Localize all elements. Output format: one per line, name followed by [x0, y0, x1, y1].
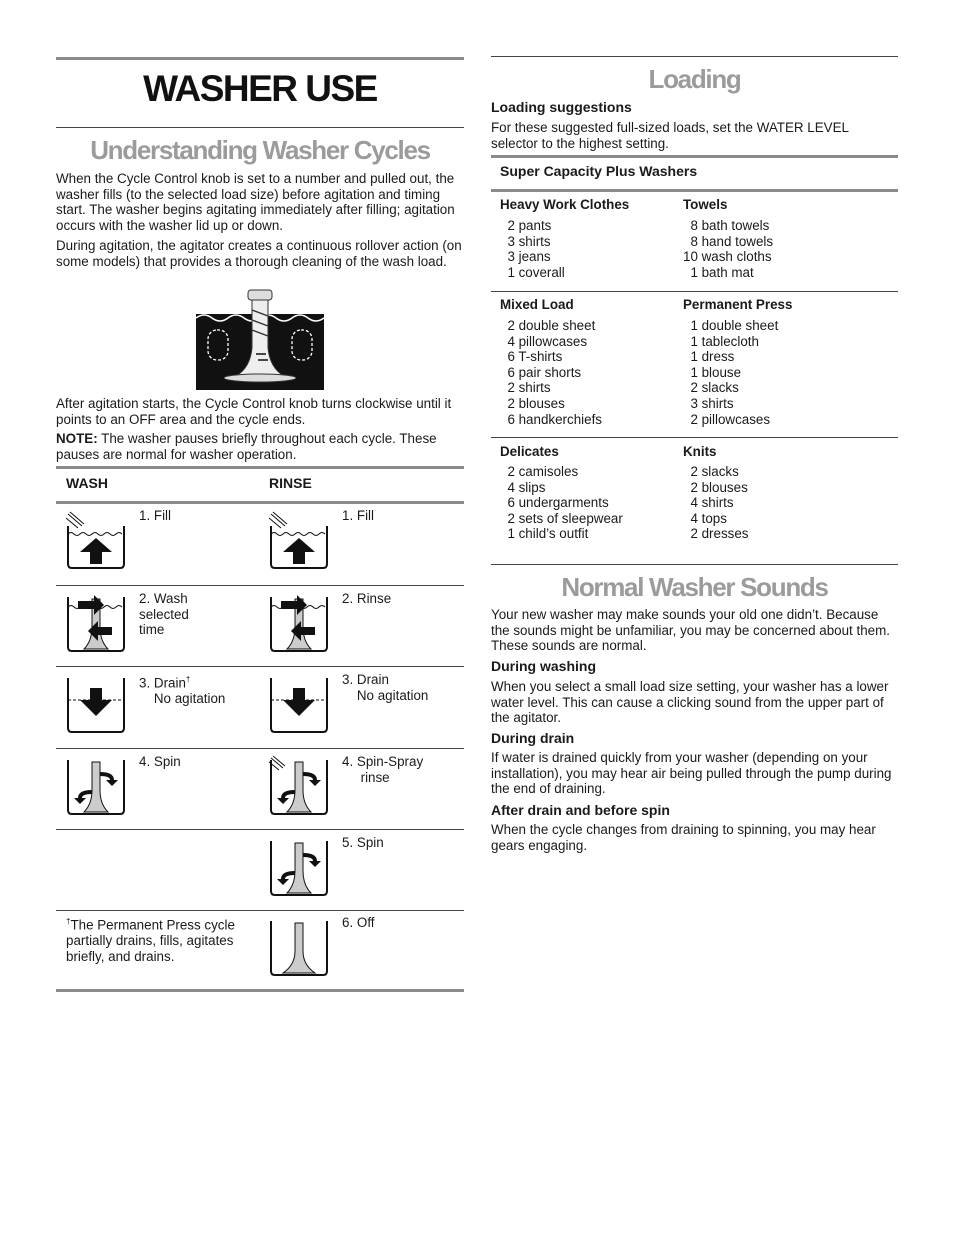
load-group-delicates-list: 2 camisoles 4 slips 6 undergarments 2 sets of sleepwear 1 child’s outfit: [507, 464, 623, 542]
drain-icon: [64, 672, 126, 734]
sound-drain-text: If water is drained quickly from your washer (depending on your installation), you may hear air being pulled through the pump during the end of draining.: [491, 750, 892, 797]
load-group-towels-list: 8 bath towels 8 hand towels 10 wash cloths 1 bath mat: [683, 218, 774, 280]
load-group-knits-list: 2 slacks 2 blouses 4 shirts 4 tops 2 dresses: [690, 464, 749, 542]
top-rule: [56, 57, 464, 60]
note-text: The washer pauses briefly throughout each cycle. These pauses are normal for washer operation.: [56, 431, 437, 462]
note-paragraph: [56, 431, 464, 462]
load-group-knits-heading: Knits: [683, 444, 717, 459]
fill-icon: [267, 508, 329, 570]
wash-step-4-label: 4. Spin: [139, 754, 181, 769]
loading-intro: For these suggested full-sized loads, set the WATER LEVEL selector to the highest setting.: [491, 120, 849, 151]
rinse-step-5-label: 5. Spin: [342, 835, 384, 850]
wash-step-1-label: 1. Fill: [139, 508, 172, 523]
off-icon: [267, 915, 329, 977]
rinse-step-2-label: 2. Rinse: [342, 591, 392, 606]
rinse-step-4-label: 4. Spin-Spray rinse: [342, 754, 424, 785]
rinse-step-6-label: 6. Off: [342, 915, 375, 930]
wash-header: WASH: [66, 475, 108, 491]
load-group-heavy-work-heading: Heavy Work Clothes: [500, 197, 630, 212]
section-rule: [56, 127, 464, 128]
drain-icon: [267, 672, 329, 734]
loading-heading: Loading: [648, 64, 741, 94]
load-group-towels-heading: Towels: [683, 197, 728, 212]
rinse-step-3-label: 3. Drain No agitation: [342, 672, 429, 703]
agitator-illustration: [196, 288, 324, 390]
rinse-step-1-label: 1. Fill: [342, 508, 375, 523]
sounds-intro: Your new washer may make sounds your old one didn’t. Because the sounds might be unfamiliar, you may be concerned about them. These sounds are normal.: [491, 607, 890, 654]
sound-washing-text: When you select a small load size setting, your washer has a lower water level. This can cause a clicking sound from the upper part of the agitator.: [491, 679, 889, 726]
rinse-icon: [267, 591, 329, 653]
load-group-permanent-press-heading: Permanent Press: [683, 297, 793, 312]
spin-icon: [64, 754, 126, 816]
page-title: WASHER USE: [143, 68, 377, 109]
rinse-header: RINSE: [269, 475, 312, 491]
understanding-paragraph-1: When the Cycle Control knob is set to a number and pulled out, the washer fills (to the selected load size) before agitation and timing start. The washer begins agitating immediately after filling; agitation occurs with the washer lid up or down.: [56, 171, 455, 233]
fill-icon: [64, 508, 126, 570]
load-table-header: Super Capacity Plus Washers: [500, 163, 698, 179]
load-group-mixed-heading: Mixed Load: [500, 297, 574, 312]
permanent-press-footnote: †The Permanent Press cycle partially drains, fills, agitates briefly, and drains.: [66, 917, 235, 964]
understanding-paragraph-3: After agitation starts, the Cycle Control knob turns clockwise until it points to an OFF area and the cycle ends.: [56, 396, 452, 427]
wash-icon: [64, 591, 126, 653]
sound-after-drain-text: When the cycle changes from draining to spinning, you may hear gears engaging.: [491, 822, 876, 853]
sound-after-drain-heading: After drain and before spin: [491, 802, 670, 818]
load-group-delicates-heading: Delicates: [500, 444, 559, 459]
note-label: NOTE:: [56, 431, 98, 446]
wash-step-2-label: 2. Wash selected time: [139, 591, 189, 638]
sound-washing-heading: During washing: [491, 658, 596, 674]
spin-icon: [267, 835, 329, 897]
understanding-heading: Understanding Washer Cycles: [90, 135, 430, 165]
load-group-mixed-list: 2 double sheet 4 pillowcases 6 T-shirts 6 pair shorts 2 shirts 2 blouses 6 handkerchiefs: [507, 318, 602, 427]
load-group-permanent-press-list: 1 double sheet 1 tablecloth 1 dress 1 blouse 2 slacks 3 shirts 2 pillowcases: [690, 318, 779, 427]
sound-drain-heading: During drain: [491, 730, 575, 746]
sounds-heading: Normal Washer Sounds: [561, 572, 828, 602]
wash-step-3-label: 3. Drain† No agitation: [139, 675, 226, 707]
load-group-heavy-work-list: 2 pants 3 shirts 3 jeans 1 coverall: [507, 218, 565, 280]
loading-suggestions-heading: Loading suggestions: [491, 99, 632, 115]
understanding-paragraph-2: During agitation, the agitator creates a continuous rollover action (on some models) that provides a thorough cleaning of the wash load.: [56, 238, 462, 269]
spin-spray-icon: [267, 754, 329, 816]
